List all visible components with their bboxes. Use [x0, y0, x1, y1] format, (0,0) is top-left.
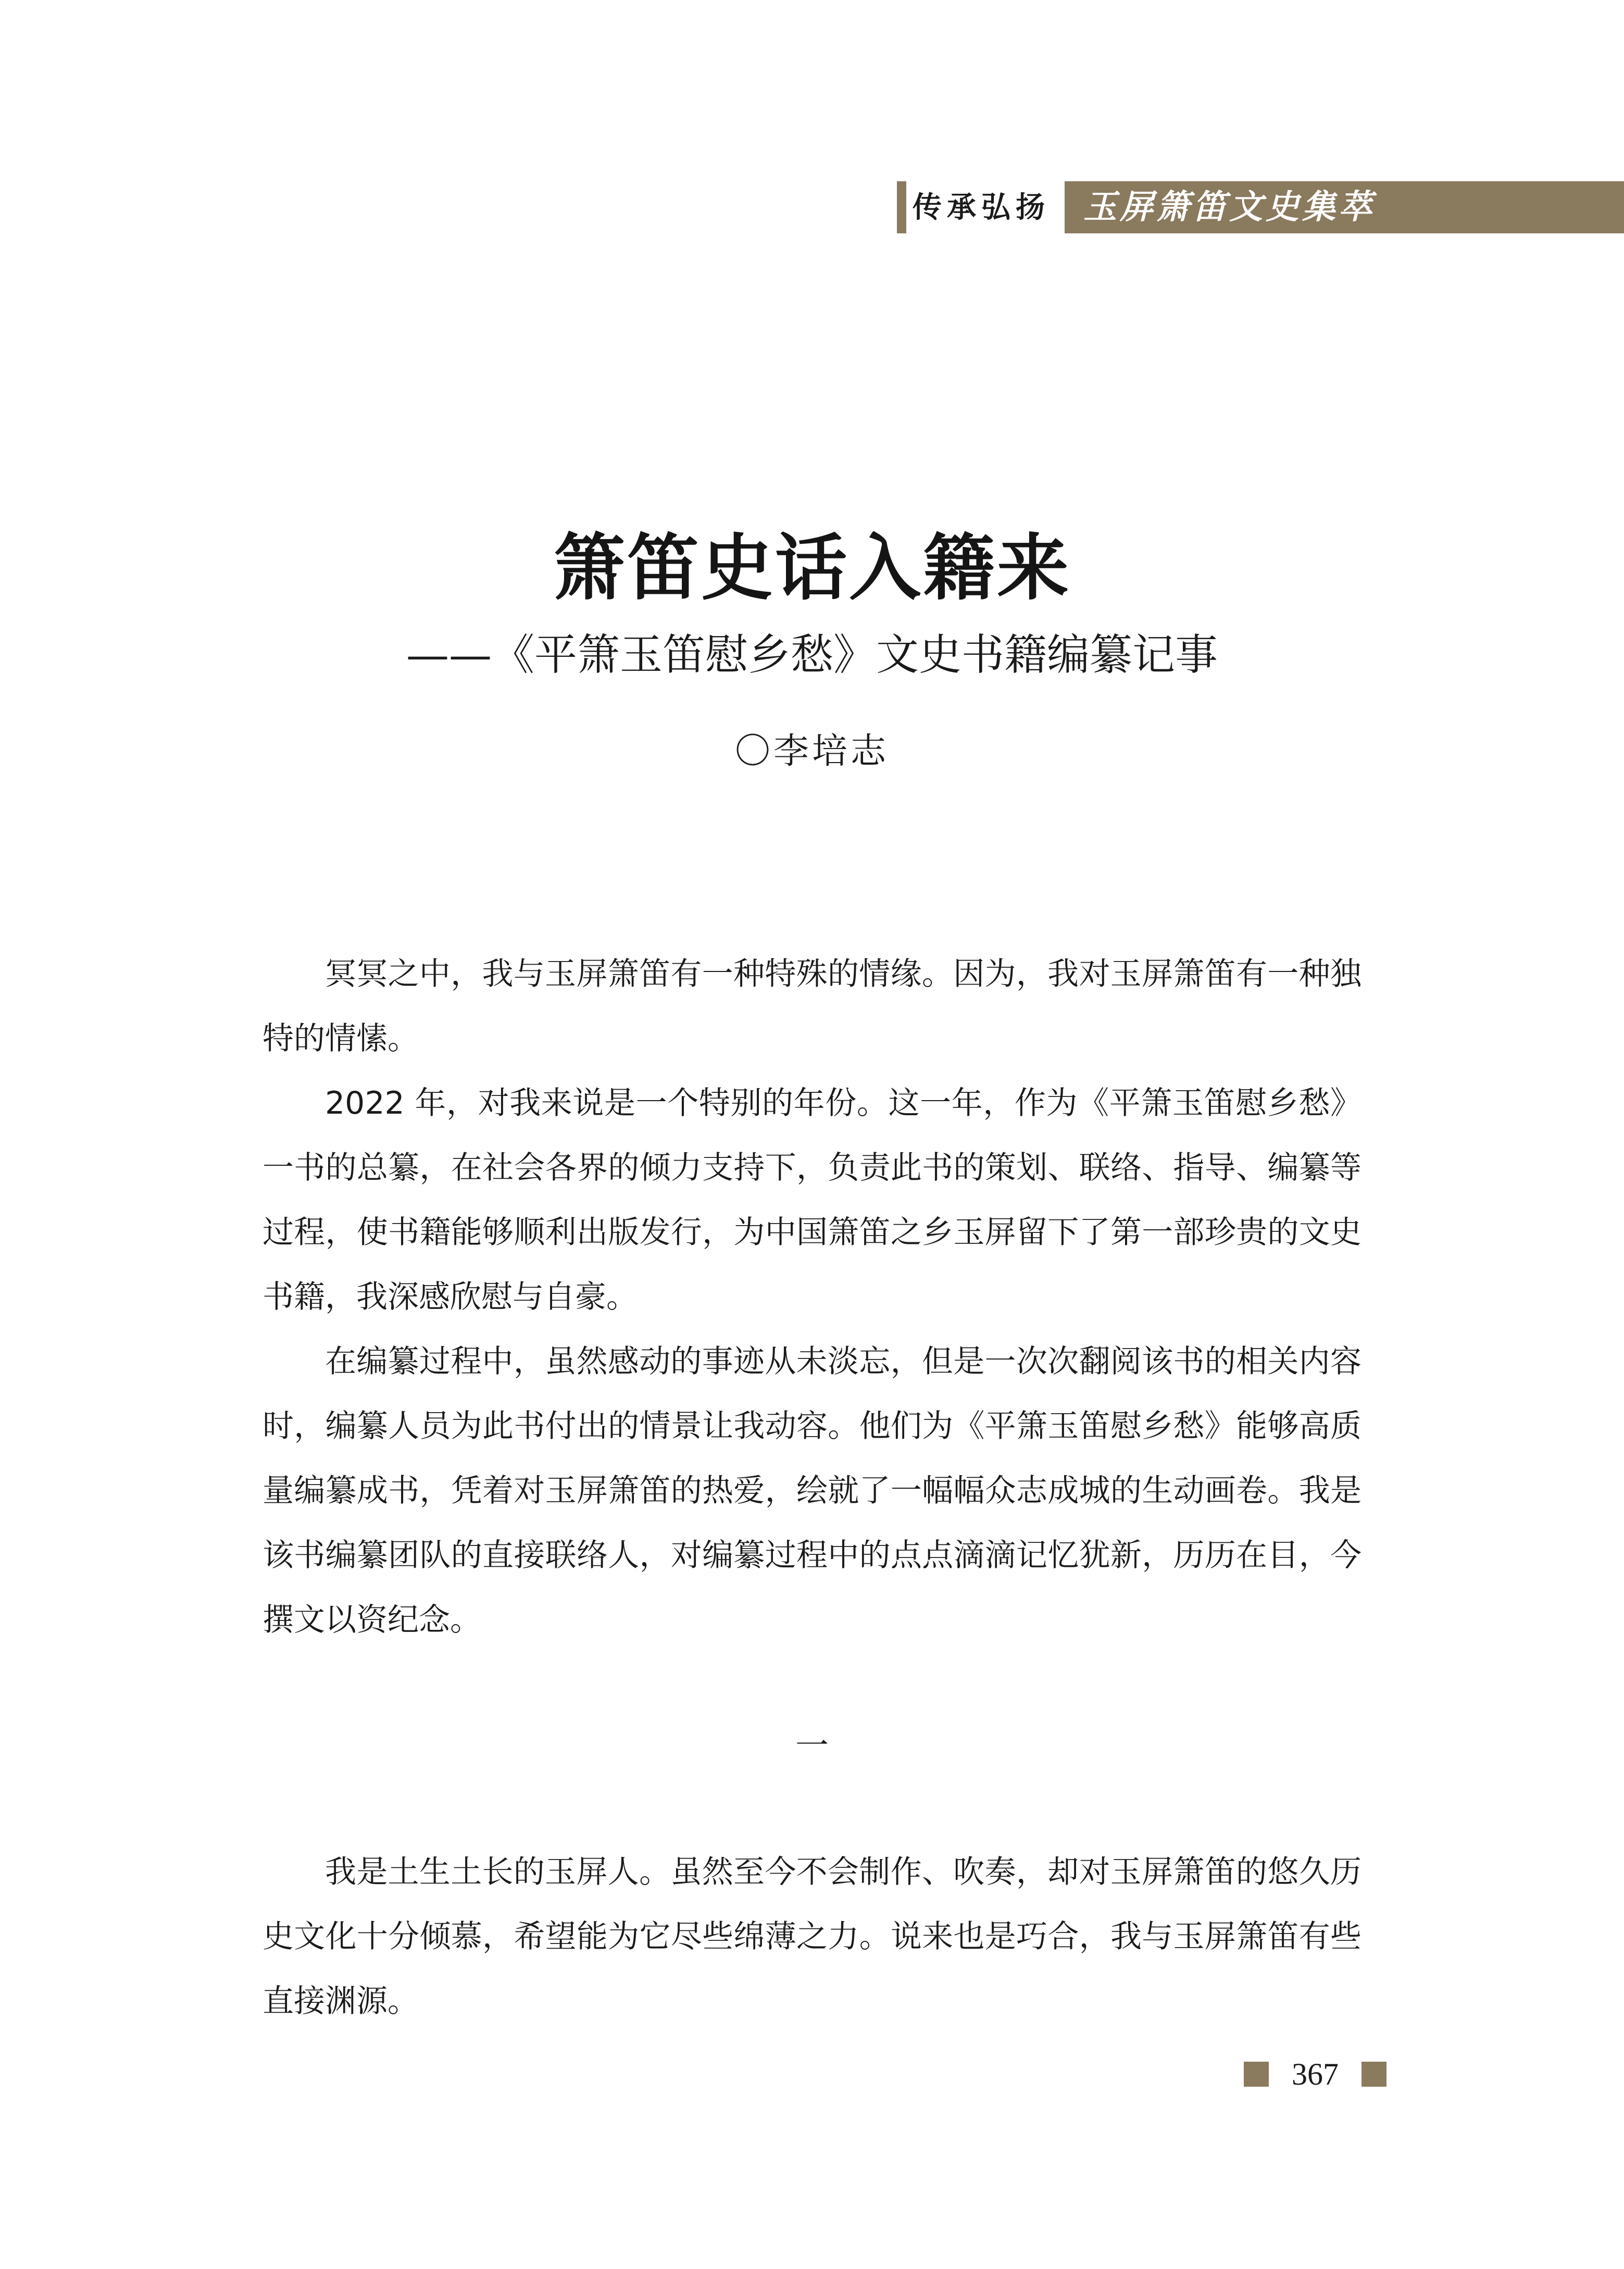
- header-band: [1065, 181, 1624, 233]
- running-header: [897, 181, 1624, 233]
- header-left-rule: [897, 181, 906, 233]
- section-heading: 一: [795, 1727, 829, 1765]
- paragraph: 在编纂过程中，虽然感动的事迹从未淡忘，但是一次次翻阅该书的相关内容时，编纂人员为此书付出的情景让我动容。他们为《平箫玉笛慰乡愁》能够高质量编纂成书，凭着对玉屏箫笛的热爱，绘就了一幅幅众志成城的生动画卷。我是该书编纂团队的直接联络人，对编纂过程中的点点滴滴记忆犹新，历历在目，今撰文以资纪念。: [263, 1343, 1361, 1638]
- article-author: 〇李培志: [734, 731, 889, 772]
- header-series-title: 玉屏箫笛文史集萃: [1083, 188, 1375, 227]
- article-title: 箫笛史话入籍来: [553, 525, 1071, 610]
- paragraph: 我是土生土长的玉屏人。虽然至今不会制作、吹奏，却对玉屏箫笛的悠久历史文化十分倾慕，希望能为它尽些绵薄之力。说来也是巧合，我与玉屏箫笛有些直接渊源。: [263, 1854, 1361, 2019]
- article-subtitle: ——《平箫玉笛慰乡愁》文史书籍编纂记事: [406, 630, 1218, 680]
- folio-square-left: [1244, 2062, 1269, 2087]
- paragraph: 2022 年，对我来说是一个特别的年份。这一年，作为《平箫玉笛慰乡愁》一书的总纂，在社会各界的倾力支持下，负责此书的策划、联络、指导、编纂等过程，使书籍能够顺利出版发行，为中国箫笛之乡玉屏留下了第一部珍贵的文史书籍，我深感欣慰与自豪。: [263, 1085, 1361, 1315]
- page-number: 367: [1292, 2056, 1339, 2091]
- page-footer: [1244, 2056, 1386, 2091]
- header-section-label: 传承弘扬: [913, 190, 1050, 225]
- article-body: [263, 942, 1361, 2034]
- folio-square-right: [1361, 2062, 1386, 2087]
- paragraph: 冥冥之中，我与玉屏箫笛有一种特殊的情缘。因为，我对玉屏箫笛有一种独特的情愫。: [263, 956, 1361, 1057]
